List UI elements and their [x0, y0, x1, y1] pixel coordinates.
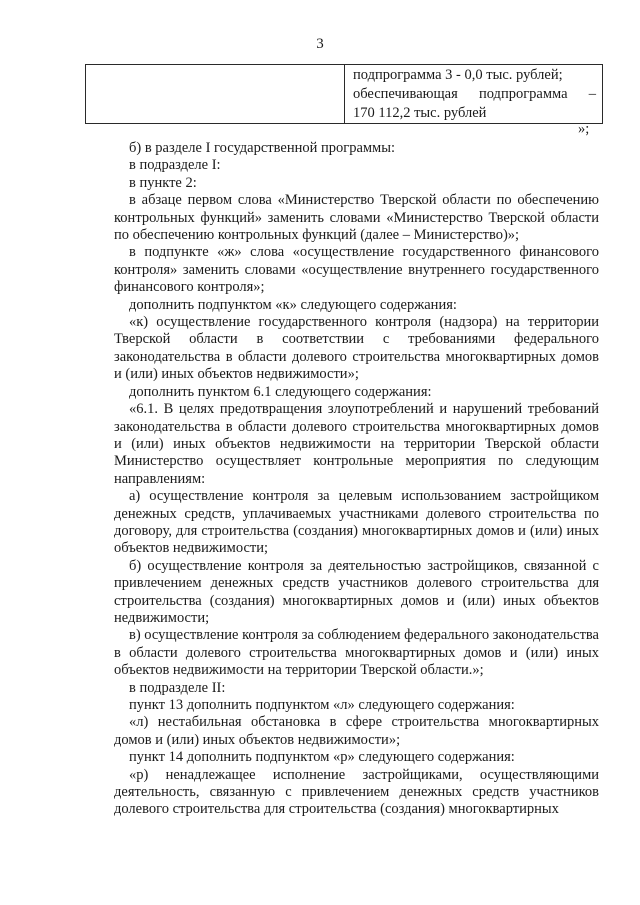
table-cell-funding [345, 65, 603, 124]
justified-word: подпрограмма [478, 86, 568, 102]
funding-line-subprogram-3: подпрограмма 3 - 0,0 тыс. рублей; [353, 67, 563, 83]
paragraph: пункт 14 дополнить подпунктом «р» следующего содержания: [129, 749, 515, 766]
table-row [86, 65, 603, 124]
paragraph: пункт 13 дополнить подпунктом «л» следующего содержания: [129, 697, 515, 713]
paragraph: «р) ненадлежащее исполнение застройщиками, осуществляющими деятельность, связанную с привлечением денежных средств участников долевого строительства для строительства (создания) многоквартирных [114, 766, 599, 818]
page-number: 3 [316, 36, 324, 52]
paragraph: в абзаце первом слова «Министерство Тверской области по обеспечению контрольных функций» заменить словами «Министерство Тверской области по обеспечению контрольных функций (далее – Министерство)»; [114, 192, 599, 244]
paragraph: дополнить подпунктом «к» следующего содержания: [129, 296, 457, 313]
funding-line-support-text [353, 85, 596, 104]
paragraph: в подпункте «ж» слова «осуществление государственного финансового контроля» заменить словами «осуществление внутреннего государственного финансового контроля»; [114, 244, 599, 296]
paragraph: дополнить пунктом 6.1 следующего содержания: [129, 383, 432, 400]
paragraph: «к) осуществление государственного контроля (надзора) на территории Тверской области в соответствии с требованиями федерального законодательства в области долевого строительства многоквартирных домов и (или) иных объектов недвижимости»; [114, 314, 599, 383]
funding-line-support-subprogram [353, 85, 596, 104]
paragraph: в подразделе II: [129, 679, 226, 696]
table-cell-empty [86, 65, 345, 124]
justified-word: обеспечивающая [353, 86, 458, 102]
paragraph: в) осуществление контроля за соблюдением федерального законодательства в области долевого строительства многоквартирных домов и (или) иных объектов недвижимости на территории Тверской области.»; [114, 627, 599, 679]
funding-line-support-amount: 170 112,2 тыс. рублей [353, 105, 487, 121]
program-table-fragment [85, 64, 603, 124]
paragraph: а) осуществление контроля за целевым использованием застройщиком денежных средств, уплачиваемых участниками долевого строительства по договору, для строительства (создания) многоквартирных домов и (или) иных объектов недвижимости; [114, 488, 599, 557]
paragraph: в пункте 2: [129, 174, 197, 191]
paragraph: в подразделе I: [129, 157, 221, 174]
paragraph: б) в разделе I государственной программы: [129, 140, 395, 156]
document-body [114, 140, 599, 819]
paragraph: «л) нестабильная обстановка в сфере строительства многоквартирных домов и (или) иных объектов недвижимости»; [114, 714, 599, 748]
closing-quote: »; [578, 121, 590, 137]
paragraph: б) осуществление контроля за деятельностью застройщиков, связанной с привлечением денежных средств участников долевого строительства для строительства (создания) многоквартирных домов и (или) иных объектов недвижимости; [114, 557, 599, 626]
justified-word: – [588, 86, 596, 102]
paragraph: «6.1. В целях предотвращения злоупотреблений и нарушений требований законодательства в области долевого строительства многоквартирных домов и (или) иных объектов недвижимости на территории Тверской области Министерство осуществляет контрольные мероприятия по следующим направлениям: [114, 401, 599, 487]
